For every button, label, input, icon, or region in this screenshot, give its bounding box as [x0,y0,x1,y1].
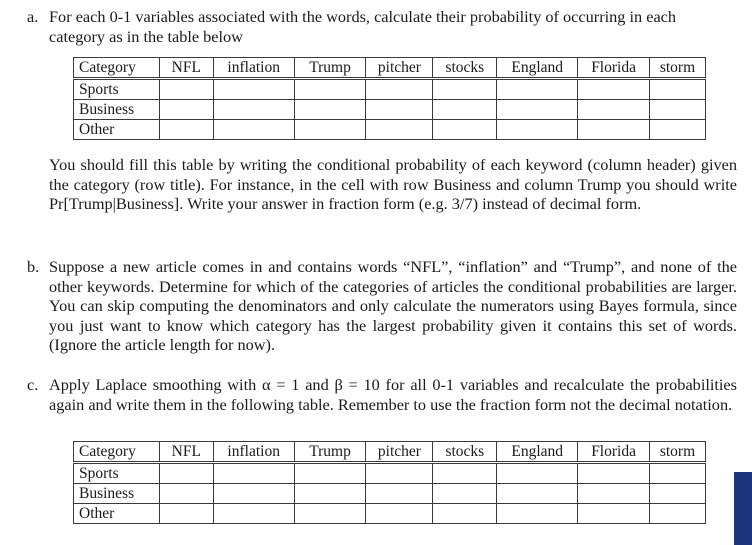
table-cell [294,484,366,504]
table-cell [294,100,366,120]
header-stocks: stocks [433,58,497,79]
header-nfl: NFL [159,58,213,79]
header-storm: storm [650,442,706,463]
header-pitcher: pitcher [366,58,433,79]
table-cell [497,79,578,100]
table-cell [497,100,578,120]
header-trump: Trump [294,58,366,79]
header-pitcher: pitcher [366,442,433,463]
table-cell [159,100,213,120]
row-label: Other [74,504,160,524]
header-trump: Trump [294,442,366,463]
table-cell [366,120,433,140]
row-label: Business [74,484,160,504]
table-cell [650,463,706,484]
header-category: Category [74,58,160,79]
table-cell [213,100,294,120]
table-cell [159,504,213,524]
table-cell [294,463,366,484]
table-cell [294,79,366,100]
table-cell [366,484,433,504]
table-cell [159,79,213,100]
table-cell [213,484,294,504]
table-cell [578,504,650,524]
table-cell [578,120,650,140]
row-label: Other [74,120,160,140]
table-cell [366,79,433,100]
table-row-sports [74,463,706,484]
table-cell [213,120,294,140]
table-cell [433,463,497,484]
table-cell [650,100,706,120]
table-cell [578,463,650,484]
part-a-intro-line2: category as in the table below [49,27,243,46]
part-b-label: b. [27,257,40,276]
part-c-text: Apply Laplace smoothing with α = 1 and β = 10 for all 0-1 variables and recalculate the probabilities again and write them in the following table. Remember to use the fraction form not the decimal notation. [49,375,737,414]
header-nfl: NFL [159,442,213,463]
header-england: England [497,442,578,463]
table-cell [159,463,213,484]
table-cell [213,79,294,100]
row-label: Sports [74,463,160,484]
header-stocks: stocks [433,442,497,463]
table-cell [650,120,706,140]
table-cell [433,79,497,100]
header-inflation: inflation [213,58,294,79]
part-c-label: c. [27,375,39,394]
table-cell [433,100,497,120]
table-cell [159,120,213,140]
table-cell [497,484,578,504]
table-cell [213,463,294,484]
table-cell [650,79,706,100]
table-row-business [74,100,706,120]
table-cell [366,100,433,120]
table-cell [213,504,294,524]
table-cell [497,463,578,484]
table-cell [159,484,213,504]
table-cell [650,484,706,504]
header-inflation: inflation [213,442,294,463]
table-cell [366,463,433,484]
part-a-instructions: You should fill this table by writing the conditional probability of each keyword (column header) given the category (row title). For instance, in the cell with row Business and column Trump you should write Pr[Trump|Business]. Write your answer in fraction form (e.g. 3/7) instead of decimal form. [49,155,737,214]
table-cell [433,484,497,504]
table-cell [433,504,497,524]
table-header-row [74,58,706,79]
table-cell [294,504,366,524]
row-label: Business [74,100,160,120]
part-a-intro-line1: For each 0-1 variables associated with the words, calculate their probability of occurring in each [49,7,677,26]
part-a-label: a. [27,7,39,26]
table-cell [433,120,497,140]
table-row-other [74,120,706,140]
table-cell [578,79,650,100]
table-cell [497,120,578,140]
table-row-sports [74,79,706,100]
table-cell [650,504,706,524]
probability-table-a [73,57,706,140]
header-category: Category [74,442,160,463]
header-england: England [497,58,578,79]
row-label: Sports [74,79,160,100]
header-storm: storm [650,58,706,79]
table-header-row [74,442,706,463]
table-cell [497,504,578,524]
table-row-other [74,504,706,524]
table-cell [294,120,366,140]
part-b-text: Suppose a new article comes in and contains words “NFL”, “inflation” and “Trump”, and none of the other keywords. Determine for which of the categories of articles the conditional probabilities are larger. You can skip computing the denominators and only calculate the numerators using Bayes formula, since you just want to know which category has the largest probability given it contains this set of words. (Ignore the article length for now). [49,257,737,355]
probability-table-c [73,441,706,524]
table-cell [366,504,433,524]
header-florida: Florida [578,58,650,79]
table-row-business [74,484,706,504]
side-color-block [734,472,752,545]
header-florida: Florida [578,442,650,463]
table-cell [578,484,650,504]
table-cell [578,100,650,120]
